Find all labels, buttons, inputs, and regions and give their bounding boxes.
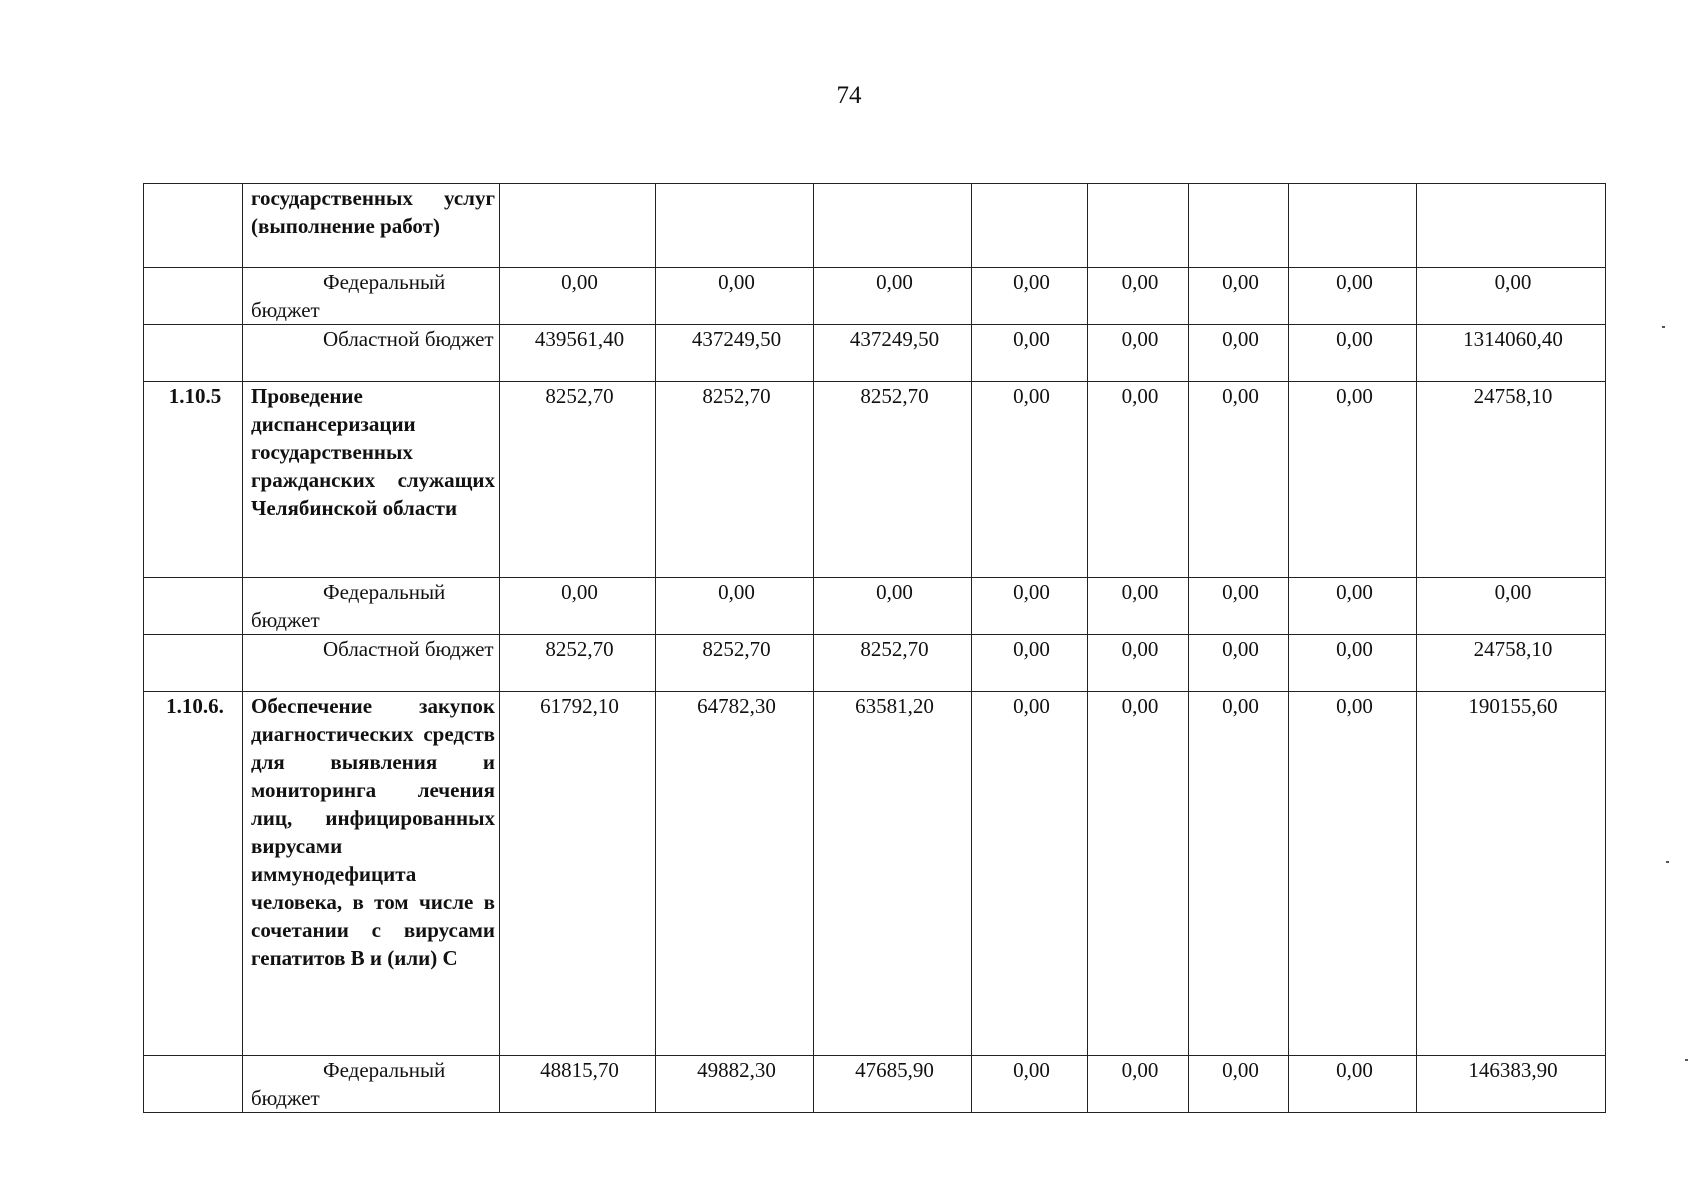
value-cell: 0,00 [972,635,1088,692]
funding-source [243,635,500,692]
row-code [144,184,243,268]
value-cell: 0,00 [1088,578,1189,635]
total-cell: 0,00 [1417,268,1606,325]
value-cell [1088,184,1189,268]
value-cell: 437249,50 [814,325,972,382]
value-cell: 0,00 [972,325,1088,382]
budget-table [143,183,1606,1113]
value-cell: 8252,70 [814,382,972,578]
measure-name: Обеспечение закупок диагностических средств для выявления и мониторинга лечения лиц, инфицированных вирусами иммунодефицита человека, в том числе в сочетании с вирусами гепатитов В и (или) С [243,692,500,1056]
value-cell: 48815,70 [500,1056,656,1113]
value-cell: 0,00 [1289,1056,1417,1113]
value-cell: 0,00 [1088,635,1189,692]
value-cell: 0,00 [972,578,1088,635]
value-cell: 0,00 [814,578,972,635]
value-cell: 0,00 [1088,382,1189,578]
total-cell: 1314060,40 [1417,325,1606,382]
funding-source-label: Федеральный бюджет [251,270,446,322]
value-cell: 0,00 [1289,382,1417,578]
total-cell: 24758,10 [1417,382,1606,578]
value-cell: 437249,50 [656,325,814,382]
funding-source [243,1056,500,1113]
total-cell: 24758,10 [1417,635,1606,692]
page-number: 74 [836,82,862,109]
value-cell: 0,00 [500,268,656,325]
value-cell: 0,00 [1189,325,1289,382]
value-cell: 61792,10 [500,692,656,1056]
value-cell [500,184,656,268]
value-cell: 0,00 [1289,692,1417,1056]
value-cell: 49882,30 [656,1056,814,1113]
value-cell: 0,00 [1088,692,1189,1056]
table-row [144,382,1606,578]
table-row [144,268,1606,325]
value-cell: 0,00 [1088,1056,1189,1113]
value-cell: 8252,70 [814,635,972,692]
value-cell: 8252,70 [500,382,656,578]
value-cell: 8252,70 [656,382,814,578]
scan-speck [1662,326,1665,328]
value-cell [814,184,972,268]
value-cell: 47685,90 [814,1056,972,1113]
row-code: 1.10.6. [144,692,243,1056]
value-cell: 0,00 [1289,578,1417,635]
scan-speck [1685,1059,1688,1061]
value-cell: 0,00 [1289,268,1417,325]
table-row [144,1056,1606,1113]
funding-source [243,325,500,382]
value-cell: 0,00 [1189,268,1289,325]
total-cell [1417,184,1606,268]
value-cell [1289,184,1417,268]
value-cell [656,184,814,268]
value-cell: 0,00 [1289,325,1417,382]
funding-source-label: Областной бюджет [323,327,494,351]
measure-name: Проведение диспансеризации государственных гражданских служащих Челябинской области [243,382,500,578]
value-cell: 0,00 [1189,692,1289,1056]
value-cell: 0,00 [500,578,656,635]
table-row [144,692,1606,1056]
value-cell: 0,00 [1189,635,1289,692]
total-cell: 190155,60 [1417,692,1606,1056]
funding-source [243,268,500,325]
row-code [144,325,243,382]
total-cell: 0,00 [1417,578,1606,635]
value-cell: 8252,70 [500,635,656,692]
value-cell [972,184,1088,268]
row-code: 1.10.5 [144,382,243,578]
value-cell: 0,00 [1289,635,1417,692]
table-row [144,635,1606,692]
value-cell: 0,00 [972,268,1088,325]
table-body [144,184,1606,1113]
funding-source-label: Областной бюджет [323,637,494,661]
value-cell: 0,00 [972,382,1088,578]
funding-source-label: Федеральный бюджет [251,580,446,632]
value-cell: 0,00 [1088,325,1189,382]
funding-source [243,578,500,635]
scan-speck [1666,861,1669,863]
row-code [144,1056,243,1113]
value-cell: 64782,30 [656,692,814,1056]
row-code [144,578,243,635]
value-cell: 0,00 [656,578,814,635]
table-row [144,325,1606,382]
value-cell [1189,184,1289,268]
table-row [144,578,1606,635]
total-cell: 146383,90 [1417,1056,1606,1113]
value-cell: 439561,40 [500,325,656,382]
value-cell: 0,00 [1189,1056,1289,1113]
measure-name: государственных услуг (выполнение работ) [243,184,500,268]
row-code [144,635,243,692]
funding-source-label: Федеральный бюджет [251,1058,446,1110]
value-cell: 0,00 [1088,268,1189,325]
value-cell: 63581,20 [814,692,972,1056]
row-code [144,268,243,325]
value-cell: 8252,70 [656,635,814,692]
value-cell: 0,00 [972,1056,1088,1113]
value-cell: 0,00 [1189,578,1289,635]
value-cell: 0,00 [814,268,972,325]
value-cell: 0,00 [972,692,1088,1056]
value-cell: 0,00 [1189,382,1289,578]
value-cell: 0,00 [656,268,814,325]
table-row [144,184,1606,268]
